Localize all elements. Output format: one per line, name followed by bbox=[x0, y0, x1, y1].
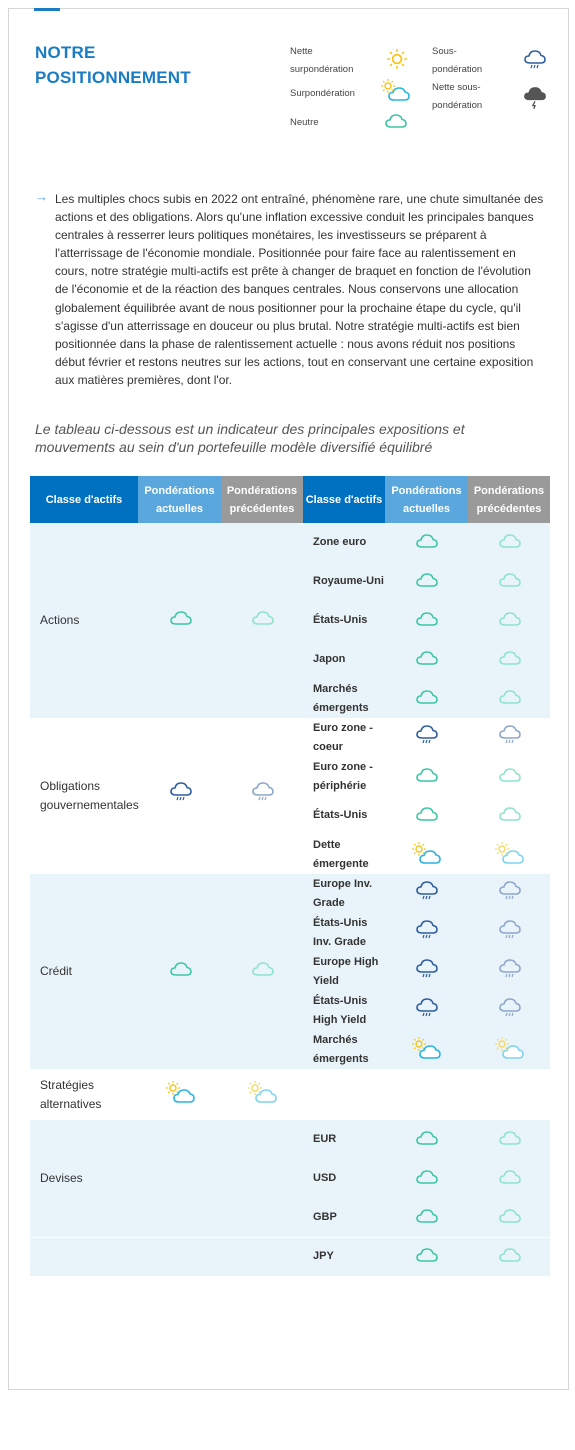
cloud-icon bbox=[251, 608, 275, 633]
sun-cloud-icon bbox=[379, 78, 413, 107]
rain-cloud-icon bbox=[415, 725, 439, 752]
rain-cloud-icon bbox=[523, 50, 547, 77]
cloud-icon bbox=[384, 111, 408, 136]
page-title: NOTRE POSITIONNEMENT bbox=[35, 43, 191, 87]
group-name: Crédit bbox=[40, 964, 73, 978]
cloud-icon bbox=[415, 1128, 439, 1153]
rain-cloud-icon bbox=[415, 881, 439, 908]
table-row-label: États-Unis bbox=[313, 809, 368, 821]
table-row-label: JPY bbox=[313, 1250, 334, 1262]
intro-block bbox=[35, 190, 545, 389]
cloud-icon bbox=[415, 531, 439, 556]
header-asset-class: Classe d'actifs bbox=[30, 476, 138, 523]
cloud-icon bbox=[498, 609, 522, 634]
sun-icon bbox=[386, 48, 408, 75]
table-row-label: Dette émergente bbox=[313, 838, 369, 870]
cloud-icon bbox=[415, 804, 439, 829]
rain-cloud-icon bbox=[498, 959, 522, 986]
table-row-label: Europe Inv. Grade bbox=[313, 877, 373, 909]
rain-cloud-icon bbox=[498, 725, 522, 752]
header-sub-previous-weights: Pondérations précédentes bbox=[468, 476, 550, 523]
cloud-icon bbox=[169, 959, 193, 984]
cloud-icon bbox=[498, 1245, 522, 1270]
table-row-label: Royaume-Uni bbox=[313, 575, 384, 587]
cloud-icon bbox=[498, 765, 522, 790]
rain-cloud-icon bbox=[498, 998, 522, 1025]
cloud-icon bbox=[498, 1167, 522, 1192]
rain-cloud-icon bbox=[415, 920, 439, 947]
rain-cloud-icon bbox=[415, 998, 439, 1025]
cloud-icon bbox=[415, 687, 439, 712]
rain-cloud-icon bbox=[251, 782, 275, 809]
table-row-label: GBP bbox=[313, 1211, 337, 1223]
group-name: Obligations gouvernementales bbox=[40, 779, 139, 812]
table-row-label: EUR bbox=[313, 1133, 337, 1145]
cloud-icon bbox=[415, 609, 439, 634]
group-name: Stratégies alternatives bbox=[40, 1077, 102, 1111]
legend-label-neutral: Neutre bbox=[290, 117, 319, 128]
cloud-icon bbox=[415, 648, 439, 673]
accent-line bbox=[34, 8, 60, 11]
legend-label-overweight: Surpondération bbox=[290, 88, 355, 99]
table-row-label: Japon bbox=[313, 653, 346, 665]
table-caption: Le tableau ci-dessous est un indicateur des principales expositions et mouvements au sein d'un portefeuille modèle diversifié équilibré bbox=[35, 421, 465, 455]
header-sub-current-weights: Pondérations actuelles bbox=[385, 476, 468, 523]
cloud-icon bbox=[498, 531, 522, 556]
arrow-right-icon: → bbox=[35, 189, 48, 204]
sun-cloud-icon bbox=[493, 841, 527, 870]
sun-cloud-icon bbox=[493, 1036, 527, 1065]
sun-cloud-icon bbox=[246, 1080, 280, 1109]
rain-cloud-icon bbox=[498, 920, 522, 947]
table-row-label: Europe High Yield bbox=[313, 955, 379, 987]
rain-cloud-icon bbox=[415, 959, 439, 986]
intro-text: Les multiples chocs subis en 2022 ont entraîné, phénomène rare, une chute simultanée des actions et des obligations. Alors qu'une inflation excessive conduit les principales banques centrales à resserrer leurs politiques monétaires, les investisseurs se préparent à l'atterrissage de l'économie mondiale. Positionnée pour faire face au ralentissement en cours, notre stratégie multi-actifs est prête à changer de braquet en fonction de l'évolution de l'économie et de la réaction des banques centrales. Nous conservons une allocation globalement équilibrée avant de nous positionner pour la prochaine étape du cycle, qu'il s'agisse d'un atterrissage en douceur ou plus brutal. Notre stratégie multi-actifs est bien positionnée dans la phase de ralentissement actuelle : nous avons réduit nos positions début février et restons neutres sur les actions, tout en conservant une certaine exposition aux matières premières, dont l'or. bbox=[55, 192, 544, 387]
table-row-label: Marchés émergents bbox=[313, 682, 369, 714]
cloud-icon bbox=[415, 765, 439, 790]
cloud-icon bbox=[415, 1206, 439, 1231]
cloud-icon bbox=[498, 804, 522, 829]
table-row-label: États-Unis Inv. Grade bbox=[313, 916, 368, 948]
cloud-icon bbox=[498, 687, 522, 712]
legend-label-underweight: Sous-pondération bbox=[432, 46, 483, 75]
group-name: Devises bbox=[40, 1171, 83, 1185]
table-row-label: Euro zone - coeur bbox=[313, 721, 373, 753]
cloud-icon bbox=[415, 570, 439, 595]
rain-cloud-icon bbox=[498, 881, 522, 908]
storm-cloud-icon bbox=[523, 86, 547, 115]
cloud-icon bbox=[415, 1167, 439, 1192]
cloud-icon bbox=[415, 1245, 439, 1270]
table-row-label: Euro zone - périphérie bbox=[313, 760, 373, 792]
cloud-icon bbox=[251, 959, 275, 984]
cloud-icon bbox=[169, 608, 193, 633]
table-row-label: Marchés émergents bbox=[313, 1033, 369, 1065]
sun-cloud-icon bbox=[410, 841, 444, 870]
header-sub-asset-class: Classe d'actifs bbox=[303, 476, 385, 523]
legend-label-strong-underweight: Nette sous-pondération bbox=[432, 82, 483, 111]
rain-cloud-icon bbox=[169, 782, 193, 809]
header-current-weights: Pondérations actuelles bbox=[138, 476, 221, 523]
table-row-label: États-Unis bbox=[313, 614, 368, 626]
table-row-label: Zone euro bbox=[313, 536, 367, 548]
table-row-label: USD bbox=[313, 1172, 337, 1184]
sun-cloud-icon bbox=[164, 1080, 198, 1109]
cloud-icon bbox=[498, 1206, 522, 1231]
legend-label-strong-overweight: Nette surpondération bbox=[290, 46, 354, 75]
sun-cloud-icon bbox=[410, 1036, 444, 1065]
table-group bbox=[30, 1237, 550, 1276]
table-row-label: États-Unis High Yield bbox=[313, 994, 368, 1026]
header-previous-weights: Pondérations précédentes bbox=[221, 476, 303, 523]
cloud-icon bbox=[498, 570, 522, 595]
group-name: Actions bbox=[40, 613, 80, 627]
cloud-icon bbox=[498, 648, 522, 673]
cloud-icon bbox=[498, 1128, 522, 1153]
